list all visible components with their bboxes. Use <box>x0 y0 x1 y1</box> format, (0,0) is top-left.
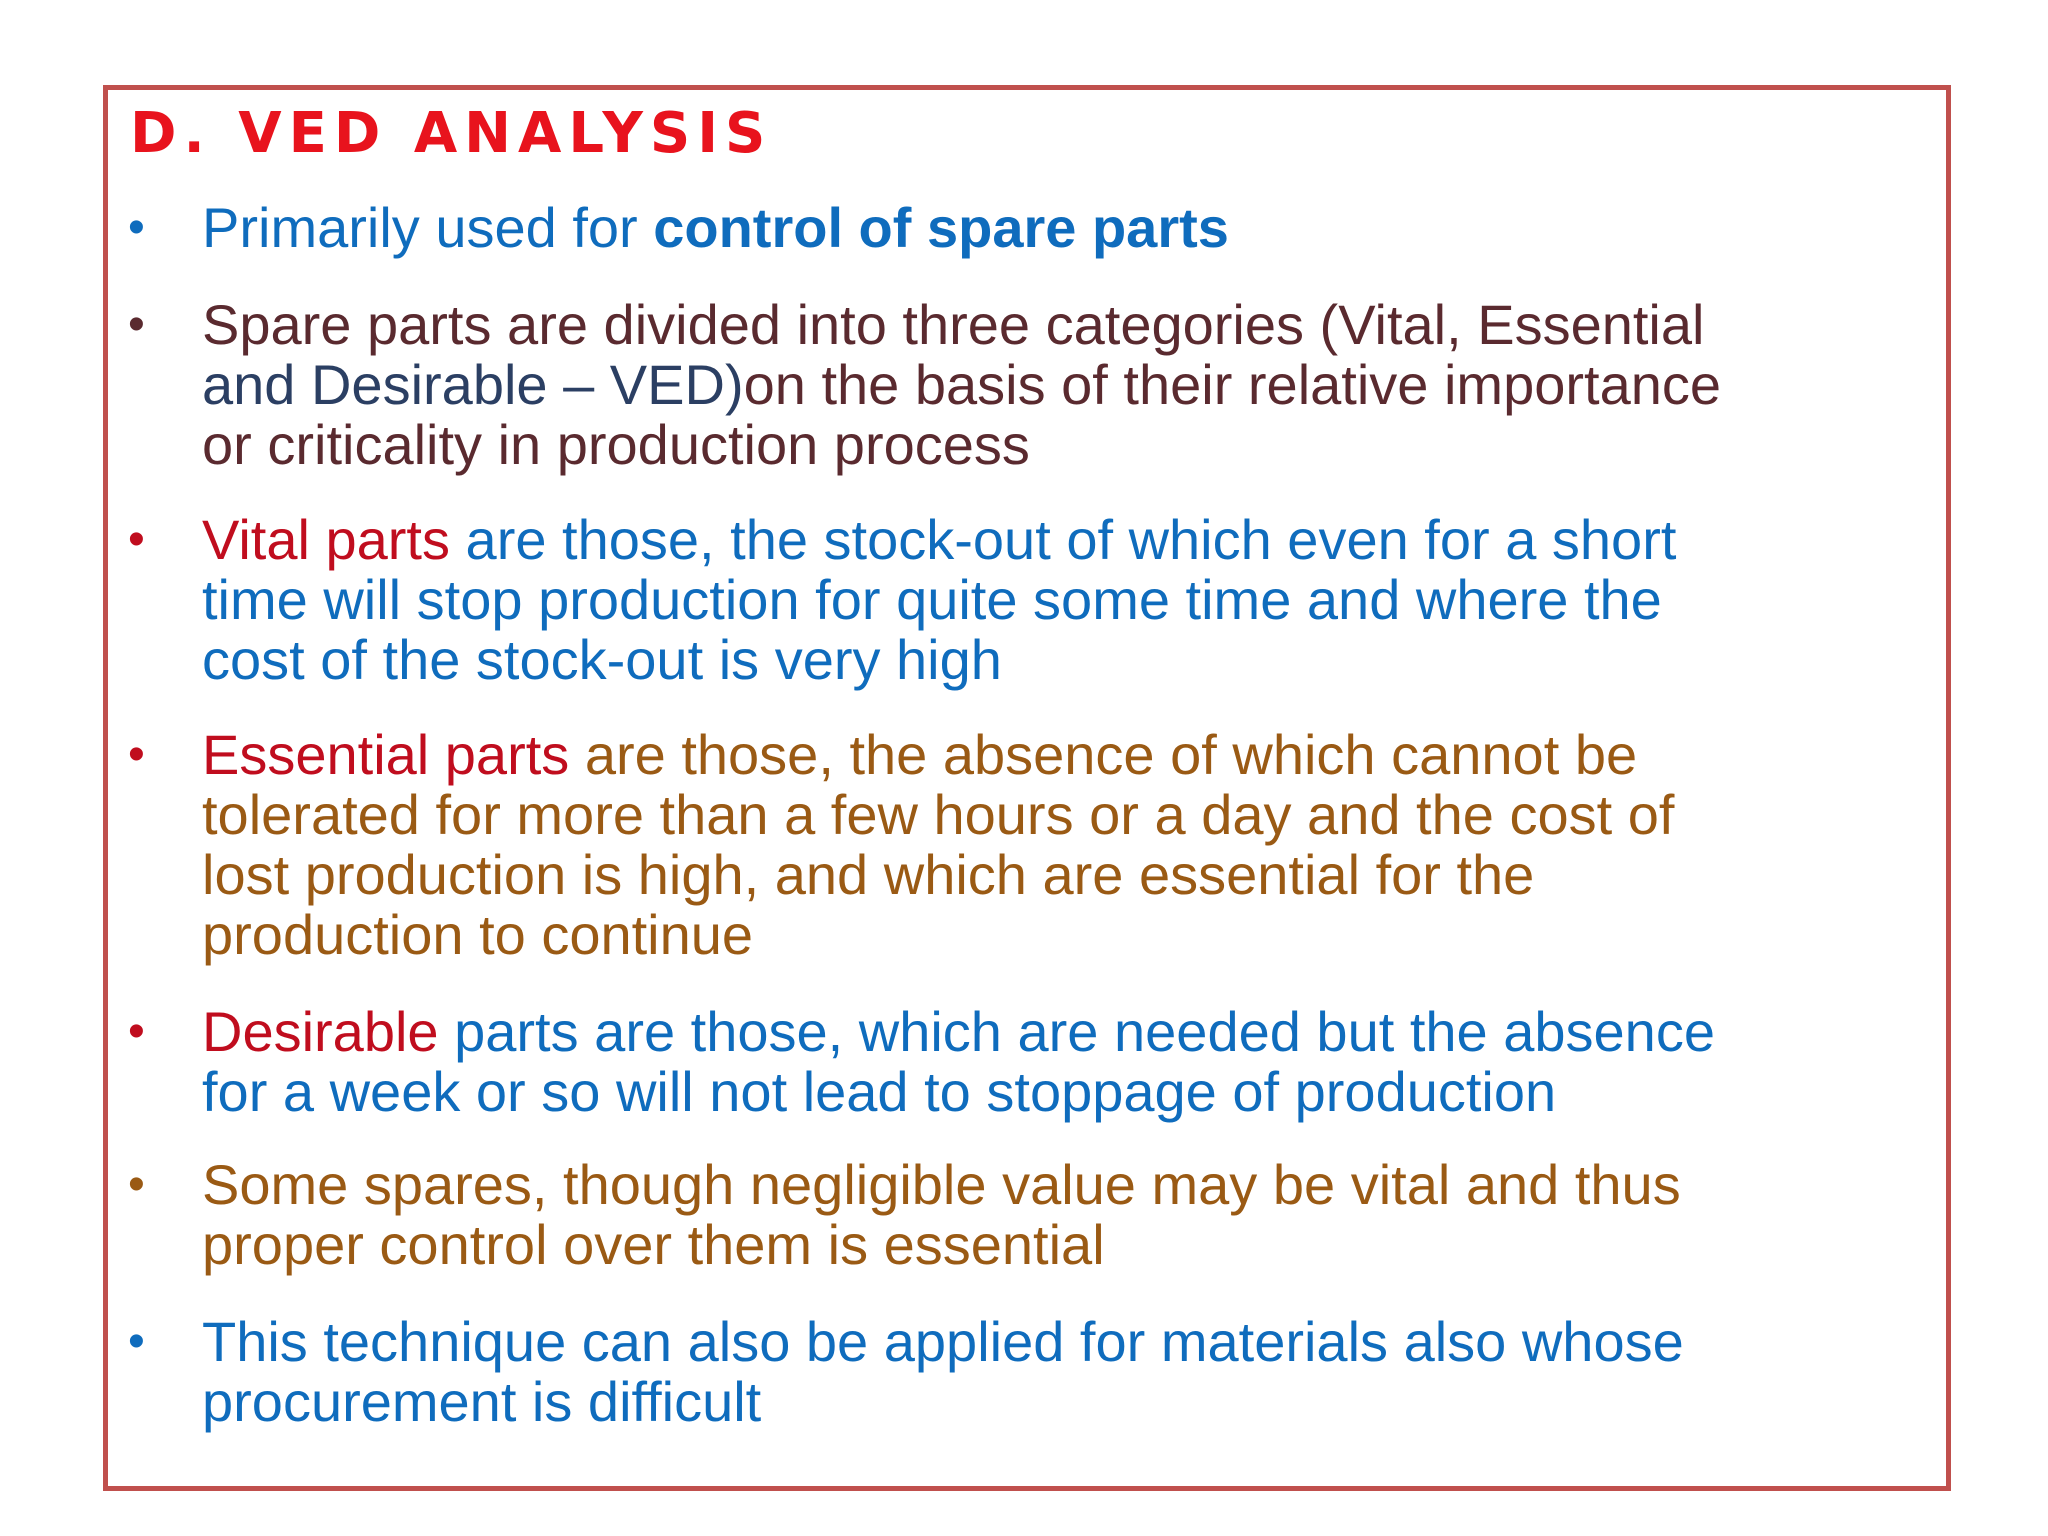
bullet-2-line-2b: on the basis of their relative importance <box>743 353 1722 416</box>
bullet-5-line-1: parts are those, which are needed but the absence <box>438 1000 1715 1063</box>
bullet-4-line-2: tolerated for more than a few hours or a day and the cost of <box>202 783 1675 846</box>
bullet-3-line-1: are those, the stock-out of which even for a short <box>449 508 1677 571</box>
bullet-3-line-2: time will stop production for quite some time and where the <box>202 568 1662 631</box>
bullet-marker: • <box>128 728 145 781</box>
bullet-1-pre: Primarily used for <box>202 196 654 259</box>
bullet-3-line-3: cost of the stock-out is very high <box>202 628 1002 691</box>
bullet-text-2 <box>202 295 1942 475</box>
bullet-4-line-3: lost production is high, and which are essential for the <box>202 843 1535 906</box>
bullet-6-line-2: proper control over them is essential <box>202 1213 1105 1276</box>
bullet-text-3 <box>202 510 1942 690</box>
bullet-5-lead: Desirable <box>202 1000 439 1063</box>
slide-title: D. VED ANALYSIS <box>130 101 773 166</box>
bullet-1-emphasis: control of spare parts <box>653 196 1229 259</box>
slide-frame <box>103 85 1951 1491</box>
bullet-6-line-1: Some spares, though negligible value may be vital and thus <box>202 1153 1681 1216</box>
bullet-marker: • <box>128 1315 145 1368</box>
bullet-7-line-1: This technique can also be applied for materials also whose <box>202 1310 1684 1373</box>
bullet-2-line-2a: and Desirable – VED) <box>202 353 744 416</box>
bullet-text-7 <box>202 1312 1942 1432</box>
bullet-4-line-1: are those, the absence of which cannot be <box>569 723 1638 786</box>
bullet-2-line-1: Spare parts are divided into three categories (Vital, Essential <box>202 293 1705 356</box>
bullet-text-6 <box>202 1155 1942 1275</box>
bullet-7-line-2: procurement is difficult <box>202 1370 762 1433</box>
bullet-text-1 <box>202 198 1942 258</box>
bullet-marker: • <box>128 298 145 351</box>
bullet-marker: • <box>128 201 145 254</box>
bullet-marker: • <box>128 1158 145 1211</box>
bullet-text-4 <box>202 725 1942 965</box>
bullet-marker: • <box>128 1005 145 1058</box>
bullet-5-line-2: for a week or so will not lead to stoppage of production <box>202 1060 1557 1123</box>
bullet-text-5 <box>202 1002 1942 1122</box>
bullet-2-line-3: or criticality in production process <box>202 413 1030 476</box>
bullet-marker: • <box>128 513 145 566</box>
bullet-3-lead: Vital parts <box>202 508 450 571</box>
bullet-4-lead: Essential parts <box>202 723 570 786</box>
bullet-4-line-4: production to continue <box>202 903 754 966</box>
